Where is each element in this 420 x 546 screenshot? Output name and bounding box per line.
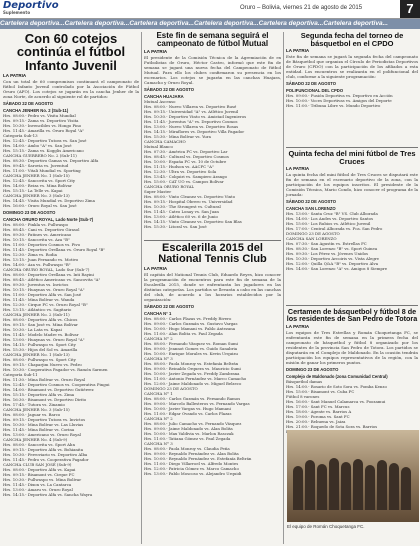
fixture-line: Hrs. 11:00.- Deportivo Cosmos vs. Pivo (3, 241, 81, 247)
fixture-line: Hrs. 11:45.- Modelo Madre vs. Bolívar (3, 331, 79, 337)
fixture-line: Hrs. 14:15.- Miraflores vs. Deportivo Villa Pagador (144, 129, 245, 135)
fixture-line: Hrs. 12:45.- Deportivo Cosmos vs. Cooperativa Pingui (3, 381, 110, 387)
fixture-line: Categoría Sub-11 (3, 371, 38, 377)
fixture-line: CANCHA JENHER No. 3 (Sub-15) (3, 406, 70, 412)
schedule-day-heading: SÁBADO 22 DE AGOSTO (3, 100, 54, 106)
fixture-line: Hrs. 21:00.- Roquedo de Sota Sora vs. Barrios (286, 423, 378, 429)
fixture-line: Hrs. 08:00.- Pinkla vs. Pullwaspo (3, 221, 69, 227)
fixture-line: Hrs. 09:15.- Deportivo Alfa vs. Bohianita (3, 446, 84, 452)
schedule-venue-heading: CANCHA N° 1 (144, 311, 172, 317)
fixture-line: Hrs. 11:00.- Edgar Ovando vs. Carlos Plazas (144, 411, 232, 417)
fixture-line: CANCHA N° 2 (144, 336, 173, 342)
fixture-line: Mutual Blanco (144, 144, 173, 150)
fixture-line: Super Master (144, 189, 172, 195)
fixture-line: CANCHA JENHER No. 4 (Sub-9) (3, 436, 68, 442)
fixture-line: CANCHA N° 2 (144, 416, 173, 422)
article-tennis (144, 243, 281, 543)
article-title: Certamen de básquetbol y fútbol 8 de los residentes de San Pedro de Totora (286, 307, 418, 324)
fixture-line: Hrs. 10:00.- Voces Deportivas vs. Amigos del Deporte (286, 98, 392, 104)
fixture-line: Hrs. 10:00.- España FC vs. 10 de Octubre (144, 159, 227, 165)
photo-caption: El equipo de Román Choquetanga FC. (287, 524, 365, 529)
fixture-line: Hrs. 08:00.- Jaguar vs. Barco (3, 411, 61, 417)
fixture-line: CANCHA SAN LORENZO (286, 236, 337, 242)
fixture-line: DOMINGO 23 DE AGOSTO (286, 231, 340, 237)
fixture-line: Hrs. 09:00.- Fusión Deportiva vs. Deportivo en Acción (286, 93, 393, 99)
fixture-line: Hrs. 11:00.- Alan Bolita vs. Paul Zegada (144, 331, 223, 337)
article-tres-cruces (286, 150, 418, 302)
fixture-line: Hrs. 08:00.- Pullwaspo vs. Sport City (3, 356, 76, 362)
article-title: Quinta fecha del mini fútbol de Tres Cruces (288, 149, 416, 166)
section-rule (144, 240, 281, 241)
fixture-line: Hrs. 08:00.- Julio Camacho vs. Fernando Vásquez (144, 421, 242, 427)
article-intro: Los equipos de Tres Estrellas y Román Choquetanga FC, se enfrentarán este fin de semana en la primera fecha del campeonato de básquetbol y fútbol 8 organizado por los residentes de la provincia San Pedro de Totora. Los partidos se disputarán en el Complejo de Maldonado. En la ocasión tendrán participación los equipos representativos de la región, con la misión de ganar los primeros puntos. (286, 329, 418, 365)
schedule-day-heading: SÁBADO 22 DE AGOSTO (286, 81, 337, 87)
fixture-line: CANCHA JENHER No. 3 (Sub-13) (3, 192, 70, 198)
schedule-day-heading: SÁBADO 22 DE AGOSTO (144, 304, 195, 310)
fixture-line: Hrs. 11:45.- Mina Bolívar vs. Corina (3, 426, 75, 432)
fixture-line: Hrs. 14:00.- Los Andes vs. Deportivo Santos (286, 216, 373, 222)
fixture-line: Hrs. 09:00.- Carlos Guzmán vs. Gustavo Vargas (144, 321, 238, 327)
fixture-line: Hrs. 14:00.- Reiza vs. Mina Bolívar (3, 182, 72, 188)
section-rule (286, 305, 418, 306)
fixture-line: CANCHA JENHER No. 2 (Sub-11) (3, 311, 70, 317)
team-photo (287, 430, 419, 522)
fixture-line: Hrs. 11:45.- Pedro vs. Cooperativa Pagador (3, 456, 89, 462)
fixture-line: Hrs. 09:15.- Zama vs. Deportivo Visita (3, 117, 79, 123)
fixture-line: Hrs. 09:15.- Universidad "A" vs. Atlético Juvenil (144, 109, 239, 115)
fixture-list (144, 304, 281, 476)
fixture-line: Hrs. 11:45.- Deportivo Orellana vs. Oruro Royal "B" (3, 246, 106, 252)
fixture-line: Hrs. 17:00.- Sant FC vs. Marcus (286, 403, 350, 409)
fixture-line: Hrs. 08:00.- Deportivo Orellana vs. Inti Rayini (3, 271, 94, 277)
fixture-line: Hrs. 08:00.- Carlos Guzmán vs. Fernando Ramos (144, 396, 241, 402)
article-basquetbol-cpdo (286, 32, 418, 144)
fixture-line: Hrs. 11:00.- Diego Villarroel vs. Alfredo Montes (144, 461, 239, 467)
fixture-line: Hrs. 08:45.- Cani vs. Deportivo Girasol (3, 226, 80, 232)
fixture-line: Hrs. 10:30.- Cooperativa Pagador vs. Ramón Sarmen (3, 366, 108, 372)
fixture-line: Hrs. 09:15.- Chaparjim Nuevo vs. Pedro (3, 361, 82, 367)
fixture-line: Fútbol 8 varones (286, 393, 320, 399)
schedule-day-heading: SÁBADO 22 DE AGOSTO (144, 87, 195, 93)
fixture-line: Hrs. 11:00.- Deportivo Alfa vs. San José (3, 291, 82, 297)
fixture-line: Hrs. 09:15.- Hospital Obrero vs. Universidad (144, 199, 233, 205)
fixture-line: Hrs. 11:45.- Dixon vs. La Cantarca (3, 481, 72, 487)
date-line: Oruro – Bolivia, viernes 21 de agosto de 2015 (240, 5, 363, 11)
article-kicker: LA PATRIA (144, 266, 168, 272)
article-title: Escalerilla 2015 del National Tennis Club (158, 242, 267, 266)
fixture-line: Básquetbol damas (286, 378, 323, 384)
fixture-line: CANCHA GUERRERO No. 2 (Sub-11) (3, 152, 77, 158)
fixture-line: Hrs. 11:00.- Tribuna Libre vs. Mundo Deportivo (286, 103, 381, 109)
article-kicker: LA PATRIA (286, 166, 310, 172)
fixture-line: Hrs. 10:00.- Javier Vargas vs. Hugo Mamani (144, 406, 231, 412)
article-kicker: LA PATRIA (286, 323, 310, 329)
fixture-line: Hrs. 09:30.- Patines vs. Americano (3, 231, 72, 237)
fixture-line: Hrs. 11:15.- Hudson vs. AACFC "A" (144, 164, 214, 170)
fixture-line: Hrs. 13:00.- Amaru vs. Oruro Royal (3, 486, 73, 492)
fixture-line: Hrs. 10:30.- Deportivo Vinto vs. Amistad Ingenieros (144, 114, 247, 120)
schedule-venue-heading: CANCHA SAN LORENZO (286, 206, 336, 212)
schedule-venue-heading: Complejo de Maldonado (zona Comunidad Central) (286, 373, 388, 379)
schedule-venue-heading: CANCHA JENHER No. 2 (Sub-11) (3, 107, 69, 113)
fixture-line: Hrs. 08:00.- Nuevo Villarea vs. Deportivo Rusé (144, 104, 237, 110)
page-number: 7 (400, 0, 420, 18)
fixture-list (286, 199, 418, 271)
fixture-line: Hrs. 12:30.- Zima vs. Rodia (3, 251, 57, 257)
fixture-line: Hrs. 15:30.- Litoral vs. San José (144, 224, 207, 230)
article-intro: Este fin de semana se jugará la segunda fecha del campeonato de Básquetbol que organiza el Círculo de Periodistas Deportivos de Oruro (CPDO) con la participación de los afiliados a esta entidad. Los encuentros se realizarán en el polifuncional del club, conforme a la siguiente programación: (286, 54, 418, 80)
fixture-line: Hrs. 13:00.- Santa Cruz "B" VS. Club Alborada (286, 211, 378, 217)
fixture-line: Hrs. 12:00.- Patricia Gómez vs. Marco Camacho (144, 466, 239, 472)
fixture-line: Hrs. 08:00.- Paola Monroy vs. Claudia Peña (144, 446, 230, 452)
schedule-venue-heading: POLIFUNCIONAL DEL CPDO (286, 88, 344, 94)
fixture-line: CANCHA JENHER No. 1 (Sub-13) (3, 351, 70, 357)
fixture-line: Hrs. 11:00.- Tatiana Gómez vs. Paul Zegada (144, 436, 231, 442)
fixture-line: Hrs. 10:30.- Deportivo Arcoiris vs. Vista Alegre (286, 256, 379, 262)
fixture-line: Mutual Ascenso (144, 99, 176, 105)
article-infanto-juvenil (3, 32, 139, 544)
fixture-line: Hrs. 14:00.- San Lorenzo "A" vs. Amigos 8 Siempre (286, 266, 388, 272)
fixture-line: Hrs. 14:00.- Rosario de Soto Sora vs. Pomba Kenzo (286, 383, 387, 389)
fixture-line: Hrs. 08:00.- Sancovita vs. Sport Ahn (3, 441, 75, 447)
schedule-venue-heading: CANCHA HUAJARA (144, 94, 184, 100)
article-intro: El presidente de la Comisión Técnica de la Agremiación de ex Futbolistas de Oruro, Héctor Castro, informó que este fin de semana se jugará una nueva fecha del Campeonato de fútbol Mutual. Para ello los clubes confirmaron su presencia en los escenarios. Los cotejos se jugarán en las canchas Huajara, Camacho y Oruro Royal. (144, 55, 281, 86)
fixture-line: Hrs. 10:30.- La Lata vs. Kapai (3, 326, 62, 332)
fixture-line: Hrs. 14:00.- Ambo "A" vs. San José (3, 142, 72, 148)
schedule-day-heading: DOMINGO 23 DE AGOSTO (3, 209, 56, 215)
fixture-line: Hrs. 13:00.- Nuevo Villarea vs. Deportivo Rosas (144, 124, 239, 130)
fixture-line: Hrs. 08:00.- Deportivo Alfa vs. Kapai (3, 466, 76, 472)
fixture-line: Hrs. 11:45.- Cateo Lonay vs. San Juan (144, 209, 219, 215)
fixture-line: Hrs. 14:45.- Visita Mundial vs. Deportivo Zima (3, 197, 95, 203)
fixture-line: Hrs. 09:00.- Jeannot Gomes vs. Guido Sanabria (144, 346, 238, 352)
fixture-line: Hrs. 12:45.- Deportivo Tutora vs. San José (3, 137, 87, 143)
fixture-line: Hrs. 13:00.- Pablo Moscoso vs. Alejandro Urquidi (144, 471, 242, 477)
fixture-line: CANCHA CAMACHO (144, 139, 186, 145)
fixture-line: Hrs. 09:00.- Reynaldo Fernández vs. Alan Bolita (144, 451, 239, 457)
fixture-line: CANCHA N° 3 (144, 441, 173, 447)
fixture-line: Hrs. 15:15.- Zama vs. Kogglis Americano (3, 147, 84, 153)
fixture-line: Hrs. 10:00.- Javier Zegada vs. Freddy Zambrana (144, 371, 240, 377)
fixture-line: Hrs. 08:45.- Atlético Americano vs. Sancovita "A" (3, 276, 101, 282)
fixture-line: Hrs. 10:00.- Max Valdivia vs. Marlon Rasczak (144, 431, 234, 437)
fixture-line: Hrs. 15:30.- Mina Bolívar vs. Yura (144, 134, 211, 140)
fixture-list (3, 101, 139, 497)
fixture-line: Hrs. 13:00.- Huaynas vs. Oruro Royal "A" (3, 336, 85, 342)
fixture-line: Hrs. 14:15.- Pullwaspo vs. Sport City (3, 341, 76, 347)
fixture-line: Hrs. 09:45.- Sarovia vs. Juventud (3, 162, 69, 168)
fixture-line: Hrs. 12:00.- Jaime Maldonado vs. Miguel Belzeco (144, 381, 242, 387)
fixture-line: Hrs. 10:30.- Pullwaspo vs. Mina Bolívar (3, 476, 82, 482)
fixture-line: Hrs. 10:00.- Reynaldo Fernández vs. Estefanía Beltrán (144, 456, 252, 462)
fixture-line: Hrs. 08:00.- Fernando Vásquez vs. Roman Sumi (144, 341, 238, 347)
logo-sub: Suplemento (3, 10, 31, 15)
article-kicker: LA PATRIA (286, 48, 310, 54)
fixture-line: Hrs. 09:00.- Reinaldo Orquera vs. Mauricio Sumi (144, 366, 241, 372)
fixture-line: Hrs. 09:15.- Deportivo Tutora vs. Invictos (3, 416, 86, 422)
fixture-list (286, 81, 418, 108)
fixture-list (144, 87, 281, 229)
fixture-line: Hrs. 11:45.- Amarilla vs. Oruro Royal "A" (3, 127, 85, 133)
fixture-line: Hrs. 13:45.- Colquiri vs. Sampiero Arango (144, 174, 228, 180)
fixture-line: CANCHA JENHER No. 1 (Sub-15) (3, 172, 70, 178)
fixture-line: Hrs. 10:15.- Sancovita vs. Aza "B" (3, 236, 70, 242)
section-rule (286, 147, 418, 148)
article-futbol-mutual (144, 32, 281, 237)
article-intro: El capitán del National Tennis Club, Eduardo Reyes, hizo conocer la programación de encuentros para este fin de semana de la Escalerilla 2015, donde se enfrentarán los jugadores en las distintas categorías. Los partidos se llevarán a cabo en las canchas del club, de acuerdo a los horarios establecidos por la organización: (144, 272, 281, 303)
schedule-day-heading: SÁBADO 22 DE AGOSTO (286, 199, 337, 205)
fixture-line: Hrs. 15:30.- Hijos del Sol vs. Amarilla (3, 346, 78, 352)
fixture-line: Hrs. 15:15.- Deportivo Alfa vs. Zima (3, 391, 75, 397)
section-banner: Cartelera deportiva...Cartelera deportiva...Cartelera deportiva...Cartelera deportiva...Cartelera deportiva...Cartelera deportiva... (0, 19, 420, 29)
fixture-line: DOMINGO 23 DE AGOSTO (144, 386, 198, 392)
article-title: Este fin de semana seguirá el campeonato de fútbol Mutual (156, 31, 269, 49)
newspaper-logo (3, 1, 59, 15)
fixture-line: Hrs. 11:00.- Vitali Mundial vs. Sporting (3, 167, 81, 173)
fixture-line: Hrs. 16:00.- Oruro Royal vs. San José (3, 202, 77, 208)
fixture-line: Hrs. 07:30.- San Agustín vs. Estrellas FC (286, 241, 367, 247)
column-divider (141, 32, 142, 544)
fixture-line: Hrs. 15:00.- Los Rubios vs. Atlético Juvenil (286, 221, 371, 227)
fixture-line: Hrs. 10:15.- Huaynas vs. Oruro Royal "A" (3, 286, 85, 292)
fixture-line: CANCHA N° 3 (144, 356, 173, 362)
fixture-line: CANCHA CLUB SAN JOSÉ (Sub-9) (3, 461, 72, 467)
article-san-pedro-totora (286, 308, 418, 428)
fixture-line: Hrs. 13:15.- Atlántico vs. Sagitario (3, 306, 72, 312)
fixture-line: Hrs. 10:00.- Enrique Morales vs. Kevin Urquizu (144, 351, 238, 357)
fixture-line: Hrs. 15:00.- CAT UO vs. Campos Bolívar (144, 179, 224, 185)
fixture-line: Hrs. 13:00.- Americano vs. Oruro Royal (3, 431, 81, 437)
fixture-line: Hrs. 08:00.- Carlos Plazas vs. Freddy Rivero (144, 316, 232, 322)
article-kicker: LA PATRIA (3, 72, 27, 78)
article-intro: La quinta fecha del mini fútbol de Tres Cruces se disputará este fin de semana en el escenario deportivo de la zona, con la participación de los equipos inscritos. El presidente de la Comisión Técnica, Mario Condo, hizo conocer el programa de la jornada: (286, 172, 418, 198)
fixture-line: Hrs. 17:45.- Tutora vs. Zinamio (3, 401, 65, 407)
fixture-line: Hrs. 15:00.- Bisamont vs. Cuba FC (286, 388, 355, 394)
fixture-line: Hrs. 08:00.- Paola Monroy vs. Estefanía Beltrán (144, 361, 239, 367)
article-title: Segunda fecha del torneo de básquetbol en el CPDO (300, 31, 404, 48)
logo-main: Deportivo (3, 0, 59, 11)
fixture-line: Hrs. 10:30.- Mina Bolívar vs. Las Lluvias (3, 421, 84, 427)
fixture-line: Hrs. 10:00.- Hugo Mamani vs. Pablo Antezana (144, 326, 236, 332)
schedule-day-heading: DOMINGO 23 DE AGOSTO (286, 366, 339, 372)
schedule-venue-heading: CANCHA ORURO ROYAL, Lado Norte (Sub-7) (3, 216, 94, 222)
fixture-line: Hrs. 08:30.- Deportivo Gamas vs. Deportivo Alfa (3, 157, 99, 163)
team-photo-figures (293, 450, 413, 510)
fixture-line: Hrs. 09:30.- Juventus vs. Invictos (3, 281, 69, 287)
fixture-line: Hrs. 18:00.- Agente vs. Barrios A (286, 408, 352, 414)
fixture-line: Hrs. 14:00.- Aza vs. Pullwaspo "B" (3, 261, 71, 267)
fixture-line: Hrs. 08:00.- Pedro vs. Visita Mundial (3, 112, 76, 118)
fixture-line: Hrs. 16:30.- Bisamont vs. Deportivo Dirito (3, 396, 87, 402)
fixture-line: Hrs. 13:00.- Atlético 60 vs. 6 de Junio (144, 214, 218, 220)
fixture-line: CANCHA N° 1 (144, 391, 173, 397)
article-title: Con 60 cotejos continúa el fútbol Infanto Juvenil (16, 31, 126, 73)
fixture-line: Hrs. 16:00.- Sant Manuel Calamarca vs. Poozamui (286, 398, 386, 404)
fixture-line: CANCHA ORURO ROYAL (144, 184, 195, 190)
fixture-line: Hrs. 19:00.- Poroma vs. Sant FC (286, 413, 350, 419)
fixture-line: Hrs. 10:30.- The Strongest vs. Cultural (144, 204, 221, 210)
fixture-line: Hrs. 17:00.- Central Alborada vs. Fca. San Pedro (286, 226, 383, 232)
fixture-line: CANCHA ORURO ROYAL, Lado Sur (Sub-7) (3, 266, 90, 272)
fixture-line: Hrs. 15:15.- La Telle vs. Kapai (3, 187, 63, 193)
fixture-line: Hrs. 12:30.- Cirque FC vs. Oruro Royal "B" (3, 301, 88, 307)
fixture-line: Categoría Sub-13 (3, 132, 38, 138)
fixture-line: Hrs. 07:30.- América FC vs. Deportivo Lar (144, 149, 228, 155)
fixture-line: Hrs. 11:45.- Mina Bolívar vs. Wanda (3, 296, 75, 302)
fixture-line: Hrs. 09:30.- Los Pérez vs. Jóvenes Unidos (286, 251, 369, 257)
fixture-line: Hrs. 08:00.- Deportivo Alfa vs. Chicos (3, 316, 78, 322)
fixture-line: Hrs. 14:00.- Bisamont vs. Deportivo Gutiérrez (3, 386, 94, 392)
fixture-line: Hrs. 12:30.- Ultra vs. Deportivo Sola (144, 169, 217, 175)
fixture-line: Hrs. 09:15.- Bisamont vs. Cirque FC (3, 471, 75, 477)
article-kicker: LA PATRIA (144, 49, 168, 55)
fixture-line: Hrs. 10:30.- Invencibles vs. Hongo Pino (3, 122, 82, 128)
fixture-line: Hrs. 12:45.- Sancovita vs. Sport City (3, 177, 76, 183)
fixture-line: Hrs. 12:00.- Quilla Q&A "B" vs. Deportivo Alva (286, 261, 379, 267)
fixture-line: Hrs. 13:15.- Juan Fernando vs. Motivo (3, 256, 79, 262)
fixture-line: Hrs. 11:45.- Juventus "A" vs. Deportivo Cosmos (144, 119, 238, 125)
fixture-line: Hrs. 14:15.- Vinto Cleanez vs. Deportivo San Blas (144, 219, 242, 225)
fixture-line: Hrs. 11:30.- Mina Bolívar vs. Oruro Royal (3, 376, 86, 382)
column-divider (283, 32, 284, 544)
fixture-line: Hrs. 14:15.- Deportivo Alfa vs. Sancha Wayra (3, 491, 93, 497)
article-intro: Con un total de 60 compromisos continuará el campeonato de fútbol Infanto Juvenil controlado por la Asociación de Fútbol Oruro (AFO). Los cotejos se jugarán en la cancha Jenher de la zona Norte, de acuerdo al siguiente rol de partidos: (3, 78, 139, 99)
fixture-line: Hrs. 09:00.- Jaime Maldonado vs. Alan Bolita (144, 426, 233, 432)
fixture-line: Hrs. 08:45.- Cultural vs. Deportivo Cosmos (144, 154, 229, 160)
fixture-line: Hrs. 08:00.- Vinto Cleanez vs. Deportivo Vinto (144, 194, 236, 200)
fixture-line: Hrs. 11:00.- Antonio Fernández vs. Marco Camacho (144, 376, 247, 382)
fixture-line: Hrs. 09:00.- Marcelo Ballesteros vs. Fernando Vargas (144, 401, 250, 407)
fixture-line: Hrs. 09:15.- San José vs. Mina Bolívar (3, 321, 78, 327)
fixture-list (286, 367, 418, 434)
fixture-line: Hrs. 20:00.- Rebuena vs. Jaiza (286, 418, 346, 424)
fixture-line: Hrs. 10:30.- Ferroviario vs. Deportivo Alba (3, 451, 88, 457)
fixture-line: Hrs. 08:30.- San Lorenzo "B" vs. Sport Guinea (286, 246, 378, 252)
